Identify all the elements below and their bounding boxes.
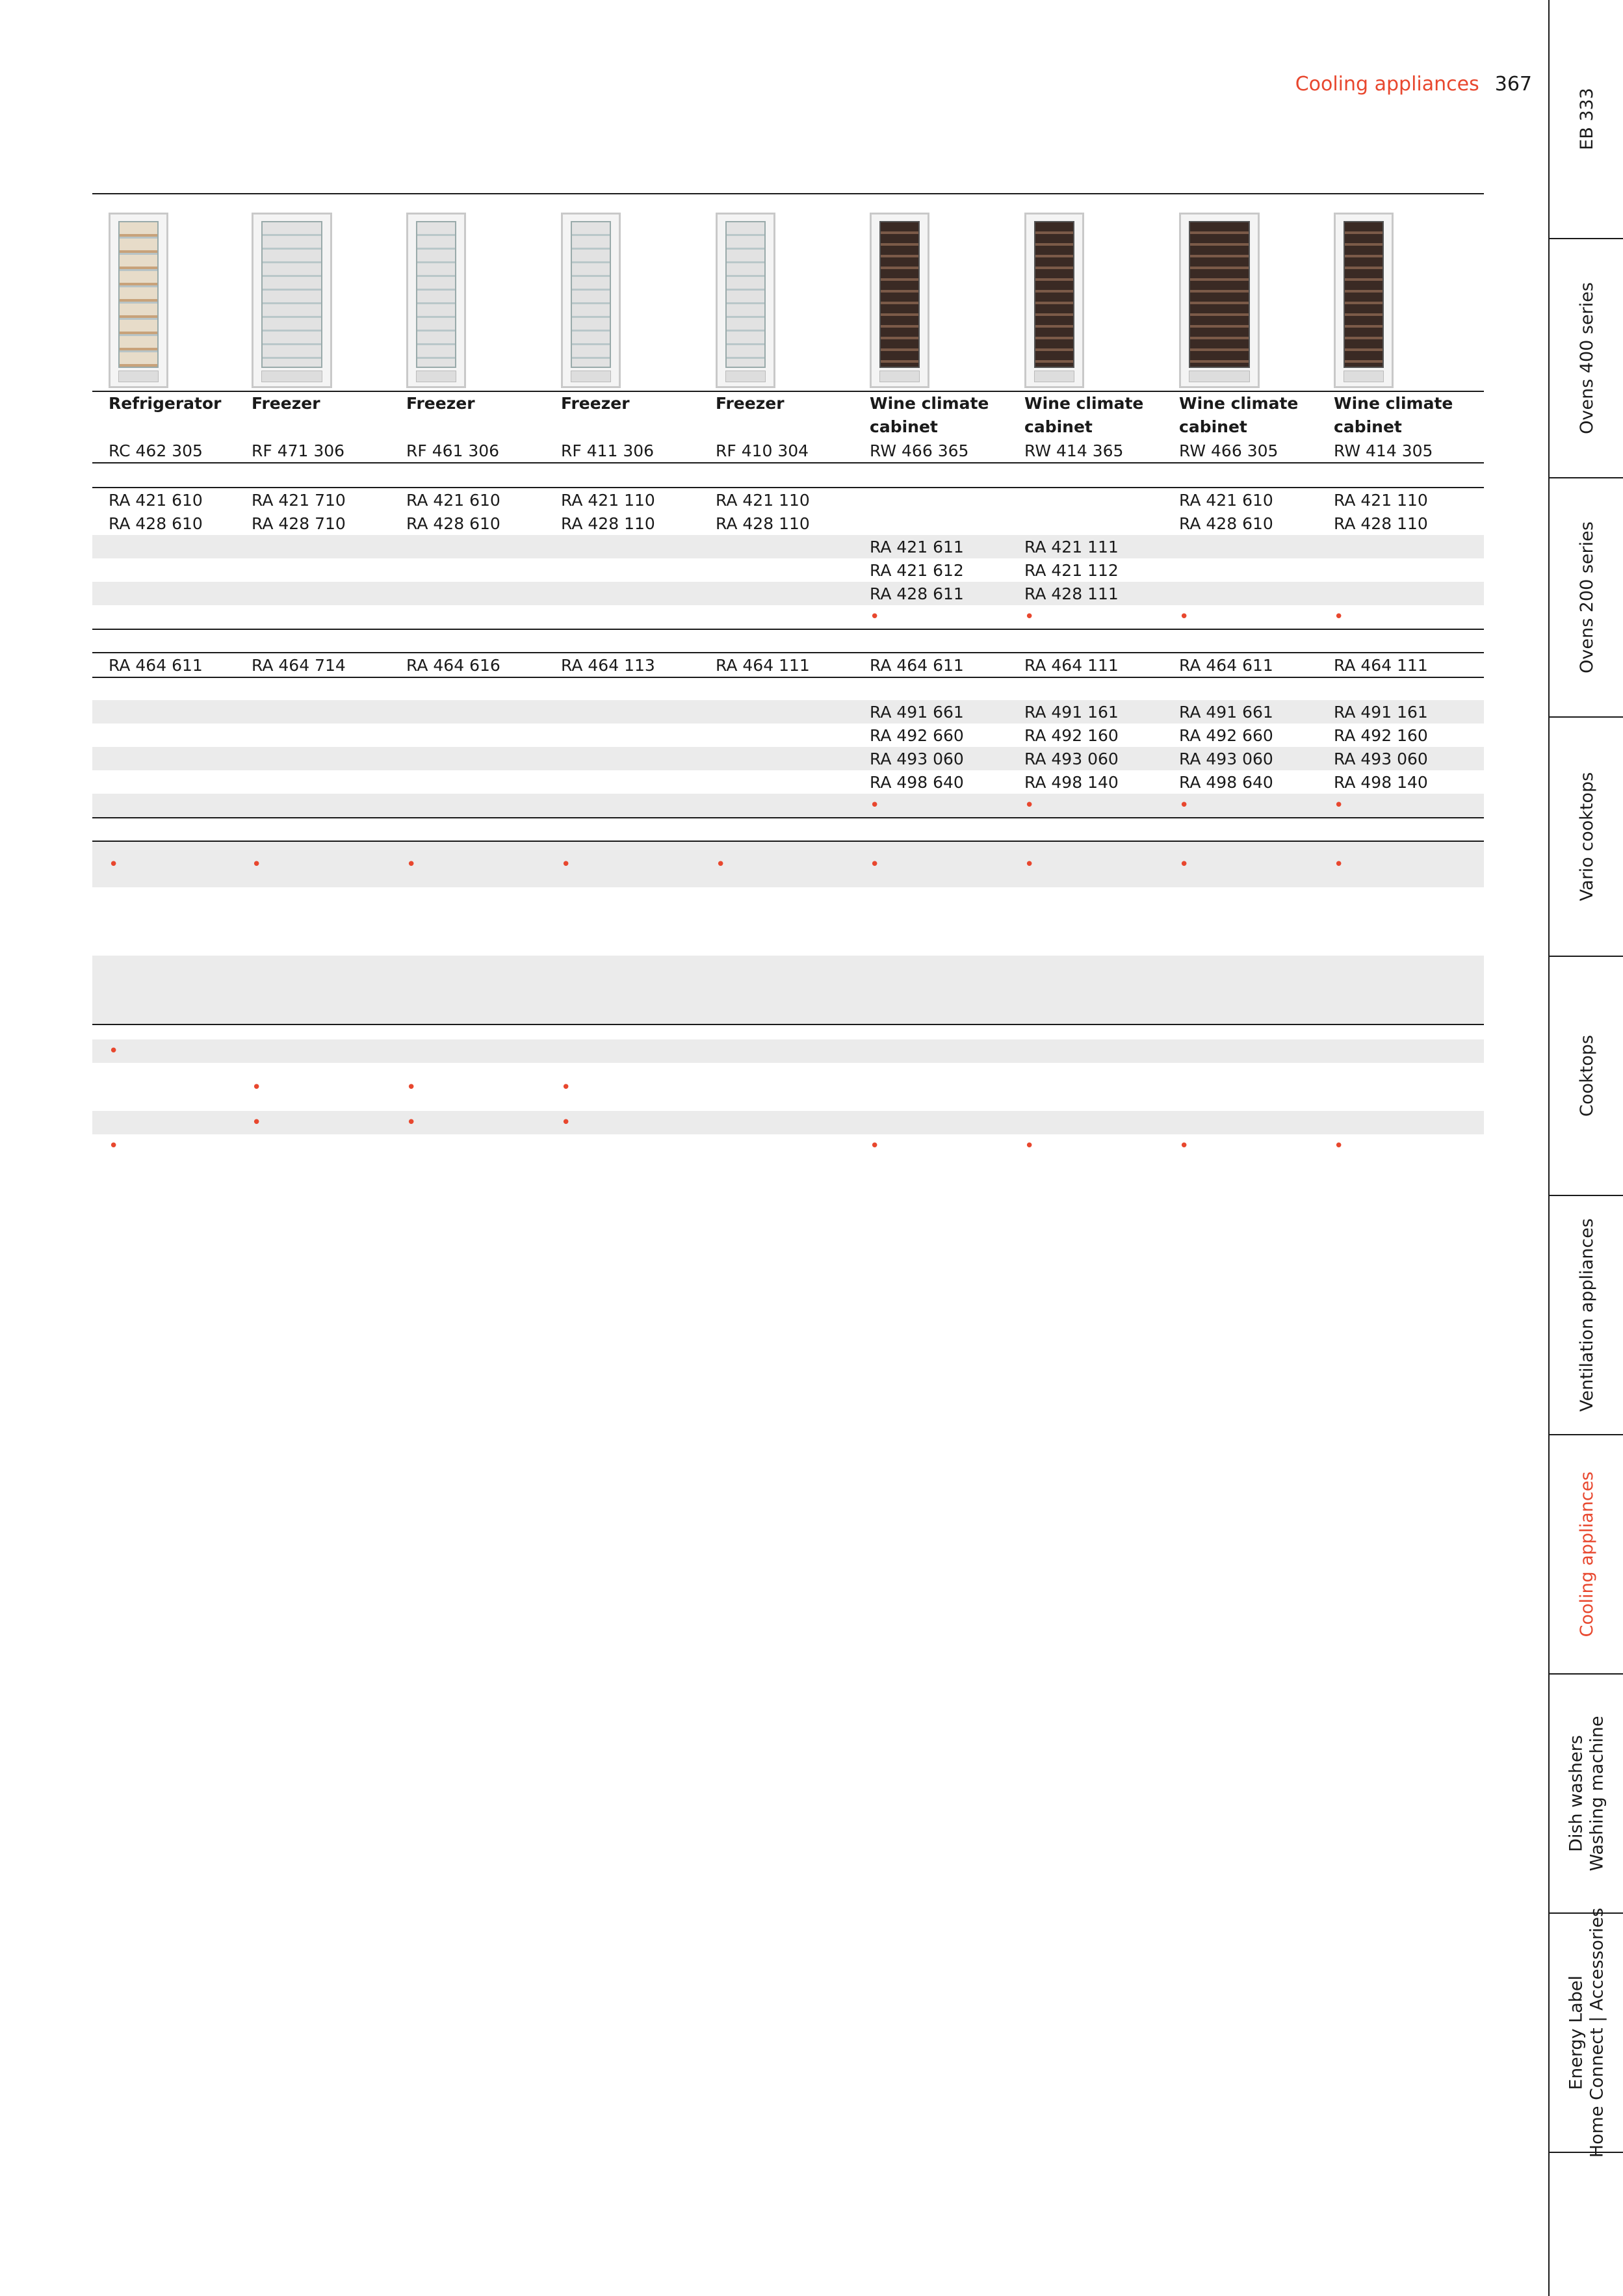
table-cell: RA 493 060 bbox=[870, 749, 964, 768]
table-row bbox=[92, 1111, 1484, 1134]
product-model: RC 462 305 bbox=[109, 441, 203, 460]
sidebar-tab[interactable] bbox=[1550, 478, 1623, 718]
table-row bbox=[92, 512, 1484, 535]
table-cell: RA 428 710 bbox=[252, 514, 346, 533]
product-model: RW 414 365 bbox=[1024, 441, 1124, 460]
refrigerator-icon bbox=[109, 213, 168, 388]
availability-dot: • bbox=[1334, 1136, 1344, 1156]
product-image-cell bbox=[92, 213, 235, 388]
table-row bbox=[92, 747, 1484, 770]
table-cell: RA 498 640 bbox=[870, 772, 964, 792]
wine-cabinet-icon bbox=[1179, 213, 1260, 388]
freezer-icon bbox=[252, 213, 332, 388]
table-cell: RA 464 611 bbox=[1179, 655, 1273, 675]
table-cell: RA 493 060 bbox=[1179, 749, 1273, 768]
sidebar-tab[interactable] bbox=[1550, 1907, 1623, 2158]
table-cell: RA 428 110 bbox=[716, 514, 810, 533]
table-cell: RA 493 060 bbox=[1024, 749, 1119, 768]
freezer-icon bbox=[561, 213, 621, 388]
table-cell: RA 421 110 bbox=[561, 490, 655, 510]
table-row bbox=[92, 605, 1484, 629]
product-image-cell bbox=[699, 213, 853, 388]
freezer-icon bbox=[716, 213, 775, 388]
table-row bbox=[92, 700, 1484, 724]
availability-dot: • bbox=[252, 855, 262, 874]
table-cell: RA 428 610 bbox=[406, 514, 500, 533]
wine-cabinet-icon bbox=[1024, 213, 1084, 388]
table-cell: RA 421 111 bbox=[1024, 537, 1119, 556]
product-image-cell bbox=[1008, 213, 1163, 388]
table-row bbox=[92, 582, 1484, 605]
table-cell: RA 492 160 bbox=[1024, 725, 1119, 745]
table-cell: RA 464 714 bbox=[252, 655, 346, 675]
product-image-cell bbox=[853, 213, 1008, 388]
product-model-row bbox=[92, 439, 1484, 462]
table-cell: RA 421 110 bbox=[1334, 490, 1428, 510]
product-type-row bbox=[92, 392, 1484, 439]
table-row bbox=[92, 535, 1484, 558]
product-model: RF 410 304 bbox=[716, 441, 809, 460]
product-image-cell bbox=[390, 213, 545, 388]
table-cell: RA 492 660 bbox=[1179, 725, 1273, 745]
table-cell: RA 491 661 bbox=[1179, 702, 1273, 722]
table-cell: RA 491 161 bbox=[1024, 702, 1119, 722]
availability-dot: • bbox=[1179, 1136, 1189, 1156]
wine-cabinet-icon bbox=[870, 213, 929, 388]
product-image-cell bbox=[1163, 213, 1318, 388]
table-cell: RA 421 610 bbox=[1179, 490, 1273, 510]
sidebar-tab-label: Vario cooktops bbox=[1576, 772, 1597, 902]
product-type: Wine climate cabinet bbox=[1334, 394, 1453, 436]
table-cell: RA 421 612 bbox=[870, 560, 964, 580]
table-cell: RA 464 611 bbox=[870, 655, 964, 675]
product-type: Freezer bbox=[406, 394, 475, 413]
availability-dot: • bbox=[870, 1136, 880, 1156]
availability-dot: • bbox=[870, 796, 880, 815]
availability-dot: • bbox=[406, 1078, 417, 1097]
table-row bbox=[92, 1076, 1484, 1099]
product-type: Refrigerator bbox=[109, 394, 222, 413]
sidebar-tab[interactable] bbox=[1550, 718, 1623, 957]
availability-dot: • bbox=[406, 855, 417, 874]
product-model: RW 414 305 bbox=[1334, 441, 1433, 460]
sidebar-tab-label: Ovens 400 series bbox=[1576, 282, 1597, 434]
table-cell: RA 492 660 bbox=[870, 725, 964, 745]
table-cell: RA 428 610 bbox=[1179, 514, 1273, 533]
product-model: RF 471 306 bbox=[252, 441, 345, 460]
sidebar-tab-label: EB 333 bbox=[1576, 88, 1597, 150]
product-type: Freezer bbox=[252, 394, 320, 413]
table-cell: RA 464 111 bbox=[1334, 655, 1428, 675]
product-image-cell bbox=[235, 213, 390, 388]
wine-cabinet-icon bbox=[1334, 213, 1394, 388]
availability-dot: • bbox=[406, 1113, 417, 1132]
table-row bbox=[92, 794, 1484, 817]
sidebar-tab[interactable] bbox=[1550, 957, 1623, 1196]
sidebar-tab[interactable] bbox=[1550, 1675, 1623, 1914]
sidebar-tab[interactable] bbox=[1550, 0, 1623, 239]
table-cell: RA 498 140 bbox=[1024, 772, 1119, 792]
table-cell: RA 428 110 bbox=[561, 514, 655, 533]
availability-dot: • bbox=[1024, 796, 1035, 815]
sidebar-tab-label: Ventilation appliances bbox=[1576, 1218, 1597, 1412]
table-cell: RA 492 160 bbox=[1334, 725, 1428, 745]
table-cell: RA 464 113 bbox=[561, 655, 655, 675]
table-cell: RA 421 710 bbox=[252, 490, 346, 510]
availability-dot: • bbox=[1334, 607, 1344, 627]
table-cell: RA 464 611 bbox=[109, 655, 203, 675]
section-title: Cooling appliances bbox=[1295, 73, 1479, 96]
availability-dot: • bbox=[109, 855, 119, 874]
sidebar-tab-label: Dish washers Washing machine bbox=[1566, 1715, 1607, 1872]
product-type: Freezer bbox=[561, 394, 630, 413]
table-cell: RA 428 610 bbox=[109, 514, 203, 533]
table-cell: RA 498 140 bbox=[1334, 772, 1428, 792]
product-images-row bbox=[92, 194, 1484, 391]
product-type: Wine climate cabinet bbox=[870, 394, 989, 436]
availability-dot: • bbox=[1334, 796, 1344, 815]
table-row bbox=[92, 1039, 1484, 1063]
table-cell: RA 493 060 bbox=[1334, 749, 1428, 768]
table-cell: RA 421 110 bbox=[716, 490, 810, 510]
availability-dot: • bbox=[870, 607, 880, 627]
product-image-cell bbox=[1318, 213, 1471, 388]
availability-dot: • bbox=[716, 855, 726, 874]
table-cell: RA 421 611 bbox=[870, 537, 964, 556]
availability-dot: • bbox=[1179, 855, 1189, 874]
availability-dot: • bbox=[870, 855, 880, 874]
sidebar-tab[interactable] bbox=[1550, 1196, 1623, 1435]
availability-dot: • bbox=[1334, 855, 1344, 874]
table-cell: RA 421 112 bbox=[1024, 560, 1119, 580]
table-cell: RA 498 640 bbox=[1179, 772, 1273, 792]
table-cell: RA 464 111 bbox=[716, 655, 810, 675]
table-row bbox=[92, 724, 1484, 747]
product-model: RW 466 365 bbox=[870, 441, 969, 460]
availability-dot: • bbox=[252, 1078, 262, 1097]
availability-dot: • bbox=[252, 1113, 262, 1132]
table-row bbox=[92, 653, 1484, 677]
product-type: Freezer bbox=[716, 394, 785, 413]
product-model: RW 466 305 bbox=[1179, 441, 1279, 460]
table-cell: RA 428 611 bbox=[870, 584, 964, 603]
availability-dot: • bbox=[1179, 796, 1189, 815]
product-type: Wine climate cabinet bbox=[1024, 394, 1144, 436]
table-row bbox=[92, 770, 1484, 794]
product-model: RF 411 306 bbox=[561, 441, 655, 460]
availability-dot: • bbox=[109, 1136, 119, 1156]
availability-dot: • bbox=[561, 1113, 571, 1132]
availability-dot: • bbox=[561, 1078, 571, 1097]
table-cell: RA 428 111 bbox=[1024, 584, 1119, 603]
table-cell: RA 428 110 bbox=[1334, 514, 1428, 533]
page-number: 367 bbox=[1494, 73, 1532, 96]
table-cell: RA 421 610 bbox=[406, 490, 500, 510]
availability-dot: • bbox=[1024, 1136, 1035, 1156]
sidebar-tab[interactable] bbox=[1550, 239, 1623, 478]
availability-dot: • bbox=[109, 1041, 119, 1061]
table-row bbox=[92, 1134, 1484, 1158]
table-cell: RA 491 161 bbox=[1334, 702, 1428, 722]
sidebar-tab-label: Cooling appliances bbox=[1576, 1471, 1597, 1637]
product-type: Wine climate cabinet bbox=[1179, 394, 1299, 436]
availability-dot: • bbox=[1024, 607, 1035, 627]
table-cell: RA 464 111 bbox=[1024, 655, 1119, 675]
table-cell: RA 421 610 bbox=[109, 490, 203, 510]
table-row bbox=[92, 488, 1484, 512]
sidebar-tab-label: Energy Label Home Connect | Accessories bbox=[1566, 1907, 1607, 2158]
table-row bbox=[92, 842, 1484, 887]
sidebar bbox=[1548, 0, 1623, 2296]
page-header bbox=[1295, 73, 1532, 96]
sidebar-tab-label: Ovens 200 series bbox=[1576, 521, 1597, 673]
sidebar-tab[interactable] bbox=[1550, 1435, 1623, 1675]
table-row bbox=[92, 558, 1484, 582]
product-image-cell bbox=[545, 213, 699, 388]
sidebar-tab-label: Cooktops bbox=[1576, 1035, 1597, 1117]
availability-dot: • bbox=[1179, 607, 1189, 627]
availability-dot: • bbox=[561, 855, 571, 874]
table-cell: RA 464 616 bbox=[406, 655, 500, 675]
table-cell: RA 491 661 bbox=[870, 702, 964, 722]
product-model: RF 461 306 bbox=[406, 441, 500, 460]
accessory-table bbox=[92, 193, 1484, 1158]
freezer-icon bbox=[406, 213, 466, 388]
availability-dot: • bbox=[1024, 855, 1035, 874]
